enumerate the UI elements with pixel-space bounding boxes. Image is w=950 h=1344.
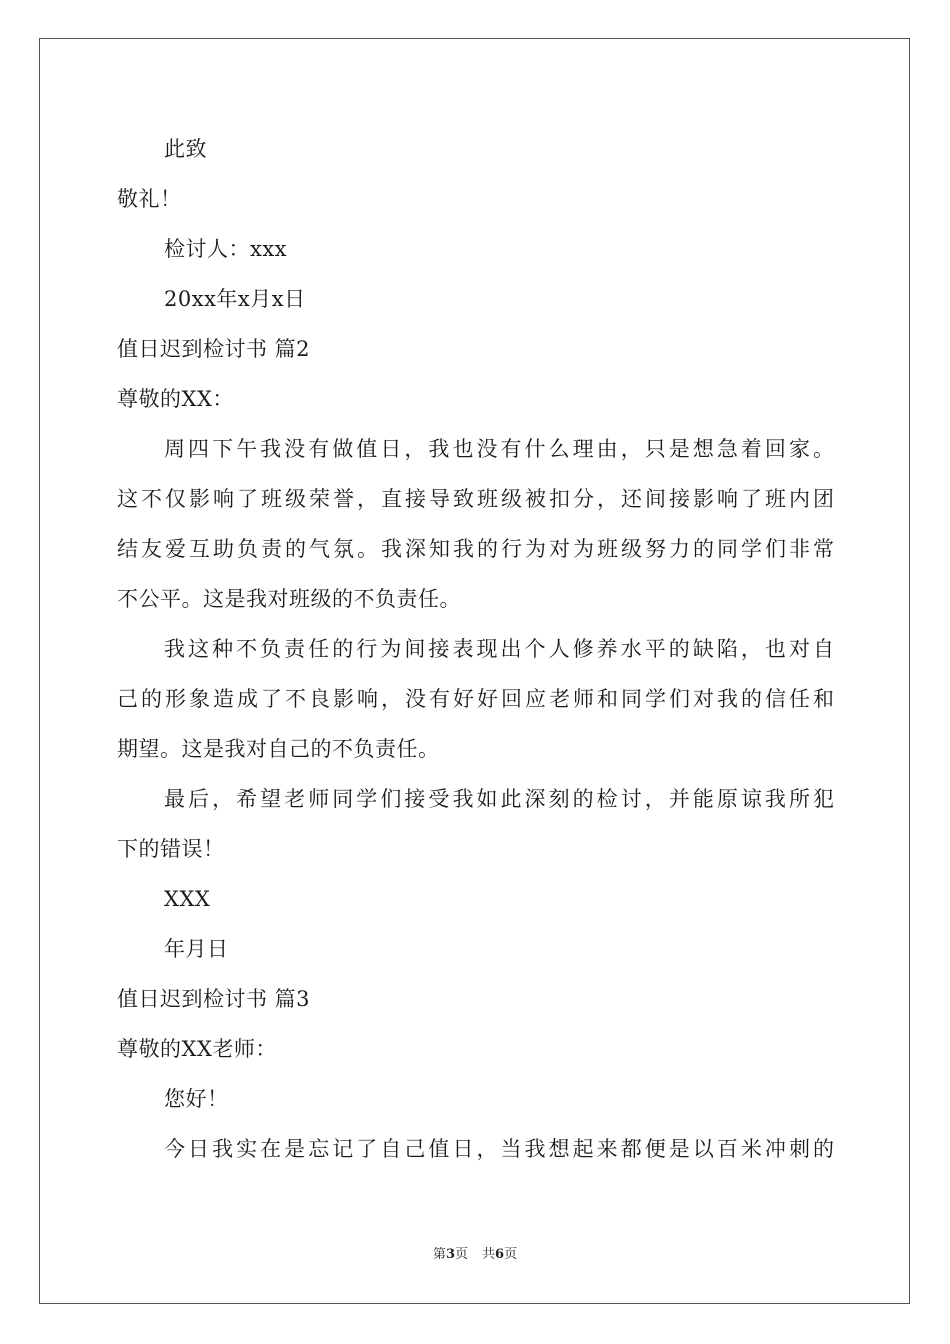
paragraph-line: 下的错误！ — [117, 837, 225, 861]
page-prefix: 第 — [432, 1247, 446, 1262]
page-number: 3 — [445, 1247, 455, 1262]
paragraph-line: 这不仅影响了班级荣誉，直接导致班级被扣分，还间接影响了班内团 — [117, 487, 834, 511]
total-suffix: 页 — [504, 1247, 518, 1262]
closing-respect: 敬礼！ — [117, 187, 182, 211]
paragraph-line: 我这种不负责任的行为间接表现出个人修养水平的缺陷，也对自 — [164, 637, 834, 661]
paragraph-line: 周四下午我没有做值日，我也没有什么理由，只是想急着回家。 — [164, 437, 834, 461]
paragraph-line: 期望。这是我对自己的不负责任。 — [117, 737, 440, 761]
section-title-2: 值日迟到检讨书 篇2 — [117, 337, 311, 361]
total-prefix: 共 — [482, 1247, 496, 1262]
greeting-2: 尊敬的XX： — [117, 387, 234, 411]
signature-line: 检讨人：xxx — [164, 237, 288, 261]
date-line: 20xx年x月x日 — [164, 287, 306, 311]
greeting-3: 尊敬的XX老师： — [117, 1037, 277, 1061]
paragraph-line: 最后，希望老师同学们接受我如此深刻的检讨，并能原谅我所犯 — [164, 787, 834, 811]
page-footer — [0, 1246, 950, 1264]
paragraph-line: 己的形象造成了不良影响，没有好好回应老师和同学们对我的信任和 — [117, 687, 834, 711]
paragraph-line: 不公平。这是我对班级的不负责任。 — [117, 587, 461, 611]
page-frame — [39, 38, 910, 1304]
paragraph-line: 结友爱互助负责的气氛。我深知我的行为对为班级努力的同学们非常 — [117, 537, 834, 561]
signature-name: XXX — [164, 887, 211, 911]
closing-salutation: 此致 — [164, 137, 207, 161]
paragraph-line: 今日我实在是忘记了自己值日，当我想起来都便是以百米冲刺的 — [164, 1137, 834, 1161]
page-suffix: 页 — [454, 1247, 468, 1262]
signature-date: 年月日 — [164, 937, 229, 961]
total-pages: 6 — [495, 1247, 505, 1262]
hello-line: 您好！ — [164, 1087, 229, 1111]
section-title-3: 值日迟到检讨书 篇3 — [117, 987, 311, 1011]
